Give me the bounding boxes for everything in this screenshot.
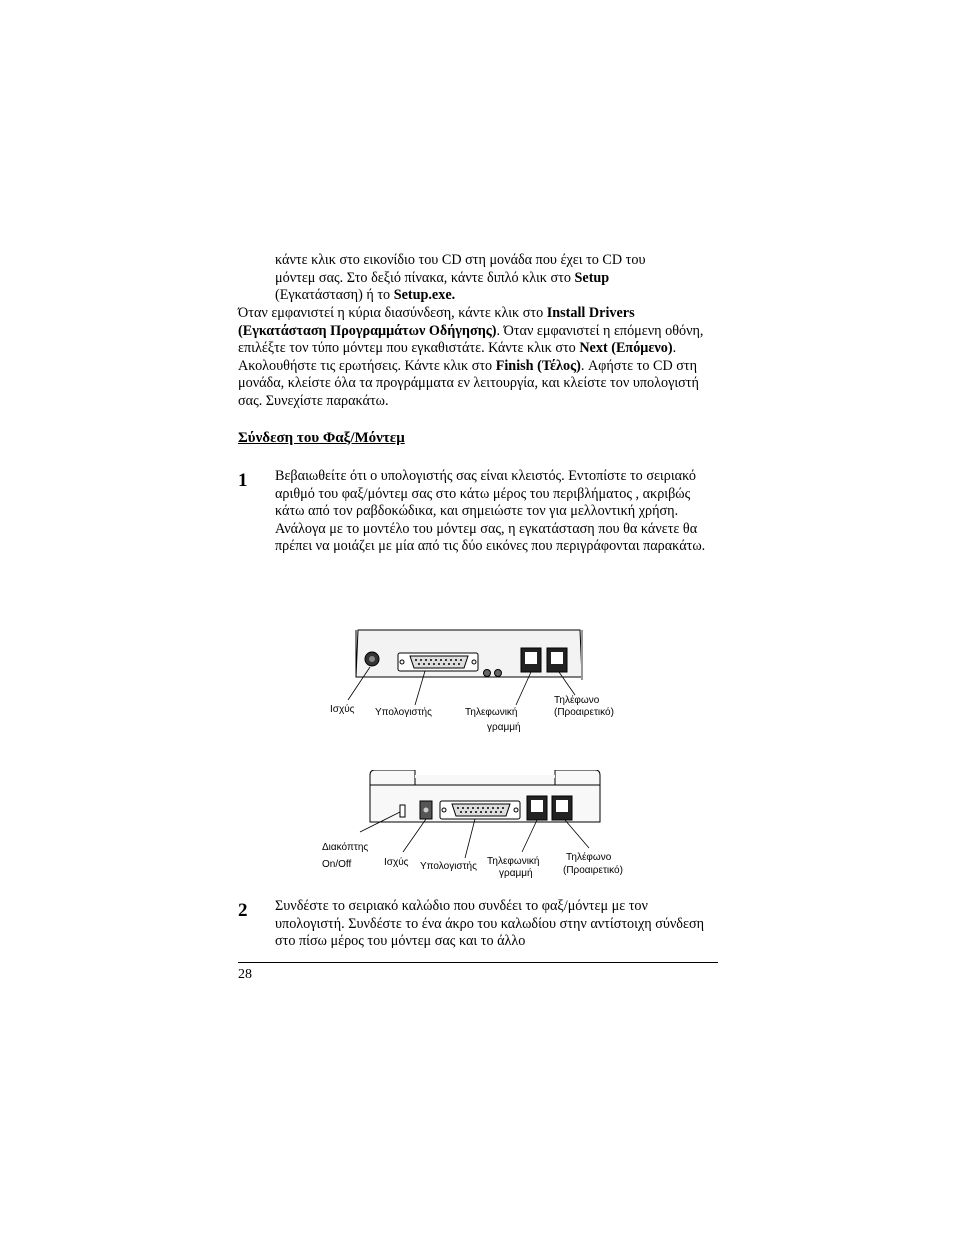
label-computer: Υπολογιστής [375, 707, 432, 718]
label-switch-onoff: On/Off [322, 859, 352, 870]
step1-text: Βεβαιωθείτε ότι ο υπολογιστής σας είναι κλειστός. Εντοπίστε το σειριακό αριθμό του φαξ/μόντεμ σας στο κάτω μέρος του περιβλήματος , ακριβώς κάτω από τον ραβδοκώδικα, και σημειώστε τον για μελλοντική χρήση. Ανάλογα με το μοντέλο του μόντεμ σας, η εγκατάσταση που θα κάνετε θα πρέπει να μοιάζει με μία από τις δύο εικόνες που περιγράφονται παρακάτω. [275, 468, 706, 555]
setup-term: Setup [574, 269, 610, 286]
label-telephone-optional: (Προαιρετικό) [563, 865, 623, 876]
label-power: Ισχύς [330, 704, 355, 715]
label-computer: Υπολογιστής [420, 861, 477, 872]
step-number-1: 1 [238, 470, 248, 491]
page-number: 28 [238, 967, 252, 982]
label-phone-line-2: γραμμή [487, 722, 521, 733]
section-heading: Σύνδεση του Φαξ/Μόντεμ [238, 430, 405, 446]
on-off-switch-icon [400, 805, 405, 817]
modem-rear-diagram-1 [320, 625, 640, 740]
label-phone-line: Τηλεφωνική [487, 856, 540, 867]
modem-rear-diagram-2 [315, 770, 645, 885]
step-number-2: 2 [238, 900, 248, 921]
label-power: Ισχύς [384, 857, 409, 868]
label-telephone: Τηλέφωνο [554, 695, 600, 706]
label-telephone: Τηλέφωνο [566, 852, 612, 863]
label-phone-line-2: γραμμή [499, 868, 533, 879]
setup-exe-term: Setup.exe. [393, 287, 456, 304]
footer-rule [238, 962, 718, 963]
install-drivers-paragraph: Όταν εμφανιστεί η κύρια διασύνδεση, κάντε κλικ στο Install Drivers (Εγκατάσταση Προγραμμάτων Οδήγησης). Όταν εμφανιστεί η επόμενη οθόνη, επιλέξτε τον τύπο μόντεμ που εγκαθιστάτε. Κάντε κλικ στο Next (Επόμενο). Ακολουθήστε τις ερωτήσεις. Κάντε κλικ στο Finish (Τέλος). Αφήστε το CD στη μονάδα, κλείστε όλα τα προγράμματα εν λειτουργία, και κλείστε τον υπολογιστή σας. Συνεχίστε παρακάτω. [238, 305, 704, 409]
label-phone-line: Τηλεφωνική [465, 707, 518, 718]
step2-text: Συνδέστε το σειριακό καλώδιο που συνδέει το φαξ/μόντεμ με τον υπολογιστή. Συνδέστε το ένα άκρο του καλωδίου στην αντίστοιχη σύνδεση στο πίσω μέρος του μόντεμ σας και το άλλο [275, 898, 705, 950]
label-telephone-optional: (Προαιρετικό) [554, 707, 614, 718]
label-switch: Διακόπτης [322, 842, 369, 853]
intro-paragraph: κάντε κλικ στο εικονίδιο του CD στη μονάδα που έχει το CD του μόντεμ σας. Στο δεξιό πίνακα, κάντε διπλό κλικ στο Setup (Εγκατάσταση) ή το Setup.exe. [275, 252, 646, 304]
